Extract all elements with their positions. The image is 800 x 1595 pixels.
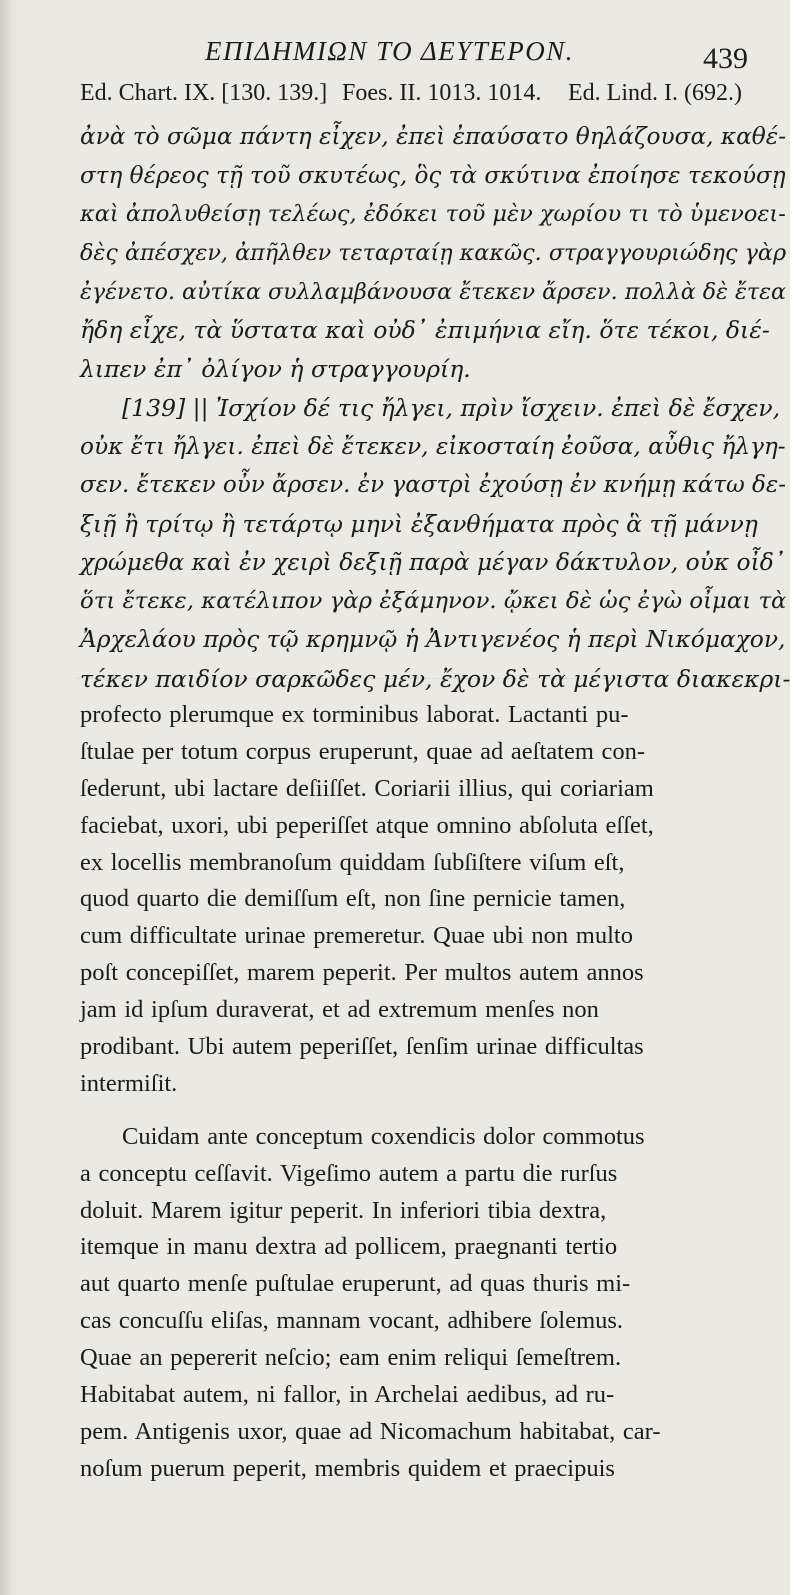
greek-line: καὶ ἀπολυθείσῃ τελέως, ἐδόκει τοῦ μὲν χωρίου τι τὸ ὑμενοει- bbox=[80, 201, 786, 228]
running-title: ΕΠΙΔΗΜΙΩΝ ΤΟ ΔΕΥΤΕΡΟΝ. bbox=[205, 36, 574, 66]
greek-line: ἐγένετο. αὐτίκα συλλαμβάνουσα ἔτεκεν ἄρσεν. πολλὰ δὲ ἔτεα bbox=[80, 278, 786, 305]
latin-line: poſt concepiſſet, marem peperit. Per multos autem annos bbox=[80, 959, 644, 987]
latin-line: faciebat, uxori, ubi peperiſſet atque omnino abſoluta eſſet, bbox=[80, 811, 654, 839]
page-gutter-shadow bbox=[0, 0, 18, 1595]
latin-text-block bbox=[80, 697, 790, 1488]
latin-line: doluit. Marem igitur peperit. In inferiori tibia dextra, bbox=[80, 1196, 607, 1224]
latin-line: a conceptu ceſſavit. Vigeſimo autem a partu die rurſus bbox=[80, 1159, 618, 1187]
latin-line: Quae an pepererit neſcio; eam enim reliqui ſemeſtrem. bbox=[80, 1344, 622, 1372]
greek-line: σεν. ἔτεκεν οὖν ἄρσεν. ἐν γαστρὶ ἐχούσῃ ἐν κνήμῃ κάτω δε- bbox=[80, 472, 787, 499]
greek-line: [139] || Ἰσχίον δέ τις ἤλγει, πρὶν ἴσχειν. ἐπεὶ δὲ ἔσχεν, bbox=[122, 393, 781, 422]
greek-line: ὅτι ἔτεκε, κατέλιπον γὰρ ἐξάμηνον. ᾤκει δὲ ὡς ἐγὼ οἶμαι τὰ bbox=[80, 588, 787, 615]
edition-chartier: Ed. Chart. IX. [130. 139.] bbox=[80, 80, 328, 106]
section-divider bbox=[75, 678, 790, 679]
latin-line: cum difficultate urinae premeretur. Quae ubi non multo bbox=[80, 922, 633, 950]
latin-line: Habitabat autem, ni fallor, in Archelai aedibus, ad ru- bbox=[80, 1381, 615, 1409]
greek-line: ἤδη εἶχε, τὰ ὕστατα καὶ οὐδ᾽ ἐπιμήνια εἴη. ὅτε τέκοι, διέ- bbox=[80, 316, 770, 345]
edition-linden: Ed. Lind. I. (692.) bbox=[568, 80, 742, 106]
greek-line: τέκεν παιδίον σαρκῶδες μέν, ἔχον δὲ τὰ μέγιστα διακεκρι- bbox=[80, 664, 790, 693]
latin-line: quod quarto die demiſſum eſt, non ſine pernicie tamen, bbox=[80, 885, 626, 913]
page-number: 439 bbox=[703, 42, 748, 75]
greek-text-block bbox=[80, 118, 790, 698]
latin-line: profecto plerumque ex torminibus laborat. Lactanti pu- bbox=[80, 701, 629, 728]
latin-line: pem. Antigenis uxor, quae ad Nicomachum habitabat, car- bbox=[80, 1417, 661, 1445]
running-head bbox=[0, 30, 790, 75]
greek-line: δὲς ἀπέσχεν, ἀπῆλθεν τεταρταίῃ κακῶς. στραγγουριώδης γὰρ bbox=[80, 240, 787, 267]
latin-line: Cuidam ante conceptum coxendicis dolor commotus bbox=[122, 1122, 645, 1150]
latin-line: intermiſit. bbox=[80, 1069, 178, 1097]
greek-line: Ἀρχελάου πρὸς τῷ κρημνῷ ἡ Ἀντιγενέος ἡ περὶ Νικόμαχον, bbox=[80, 625, 786, 653]
latin-line: jam id ipſum duraverat, et ad extremum menſes non bbox=[80, 996, 599, 1024]
greek-line: οὐκ ἔτι ἤλγει. ἐπεὶ δὲ ἔτεκεν, εἰκοσταίη ἐοῦσα, αὖθις ἤλγη- bbox=[80, 432, 786, 460]
greek-line: ἀνὰ τὸ σῶμα πάντη εἶχεν, ἐπεὶ ἐπαύσατο θηλάζουσα, καθέ- bbox=[80, 123, 787, 150]
greek-line: ξιῇ ἢ τρίτῳ ἢ τετάρτῳ μηνὶ ἐξανθήματα πρὸς ἃ τῇ μάννῃ bbox=[80, 509, 758, 538]
greek-line: χρώμεθα καὶ ἐν χειρὶ δεξιῇ παρὰ μέγαν δάκτυλον, οὐκ οἶδ᾽ bbox=[80, 548, 786, 576]
latin-line: aut quarto menſe puſtulae eruperunt, ad quas thuris mi- bbox=[80, 1270, 631, 1298]
edition-foesius: Foes. II. 1013. 1014. bbox=[342, 80, 542, 106]
latin-line: ſederunt, ubi lactare deſiiſſet. Coriarii illius, qui coriariam bbox=[80, 774, 654, 802]
latin-line: ex locellis membranoſum quiddam ſubſiſtere viſum eſt, bbox=[80, 848, 625, 876]
edition-references bbox=[80, 80, 780, 116]
paragraph-gap bbox=[80, 1103, 790, 1119]
latin-line: cas concuſſu eliſas, mannam vocant, adhibere ſolemus. bbox=[80, 1307, 624, 1335]
latin-line: ſtulae per totum corpus eruperunt, quae ad aeſtatem con- bbox=[80, 737, 646, 765]
latin-line: noſum puerum peperit, membris quidem et praecipuis bbox=[80, 1454, 615, 1482]
right-margin-border bbox=[790, 0, 800, 1595]
greek-line: λιπεν ἐπ᾽ ὀλίγον ἡ στραγγουρίη. bbox=[80, 355, 471, 384]
greek-line: στη θέρεος τῇ τοῦ σκυτέως, ὃς τὰ σκύτινα ἐποίησε τεκούσῃ bbox=[80, 162, 786, 189]
latin-line: prodibant. Ubi autem peperiſſet, ſenſim urinae difficultas bbox=[80, 1033, 644, 1061]
latin-line: itemque in manu dextra ad pollicem, praegnanti tertio bbox=[80, 1233, 618, 1261]
